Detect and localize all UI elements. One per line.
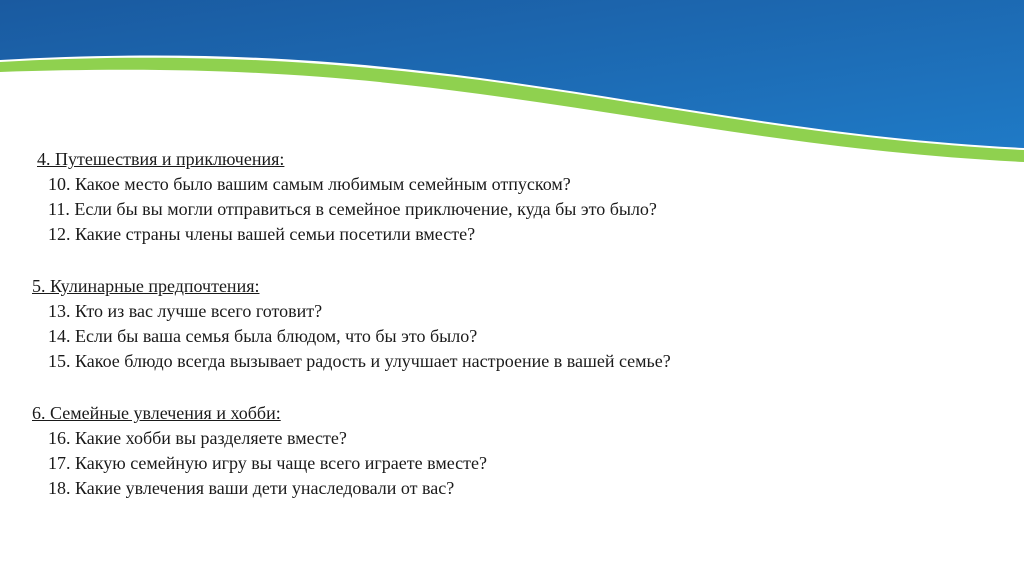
question-16: 16. Какие хобби вы разделяете вместе?: [48, 428, 347, 448]
question-15: 15. Какое блюдо всегда вызывает радость и улучшает настроение в вашей семье?: [48, 351, 671, 371]
question-18: 18. Какие увлечения ваши дети унаследовали от вас?: [48, 478, 455, 498]
question-14: 14. Если бы ваша семья была блюдом, что бы это было?: [48, 326, 478, 346]
section-heading-travel: 4. Путешествия и приключения:: [37, 149, 285, 169]
section-heading-cooking: 5. Кулинарные предпочтения:: [32, 276, 260, 296]
section-heading-hobbies: 6. Семейные увлечения и хобби:: [32, 403, 281, 423]
question-10: 10. Какое место было вашим самым любимым семейным отпуском?: [48, 174, 571, 194]
question-12: 12. Какие страны члены вашей семьи посетили вместе?: [48, 224, 476, 244]
question-17: 17. Какую семейную игру вы чаще всего играете вместе?: [48, 453, 487, 473]
question-11: 11. Если бы вы могли отправиться в семейное приключение, куда бы это было?: [48, 199, 657, 219]
question-13: 13. Кто из вас лучше всего готовит?: [48, 301, 323, 321]
